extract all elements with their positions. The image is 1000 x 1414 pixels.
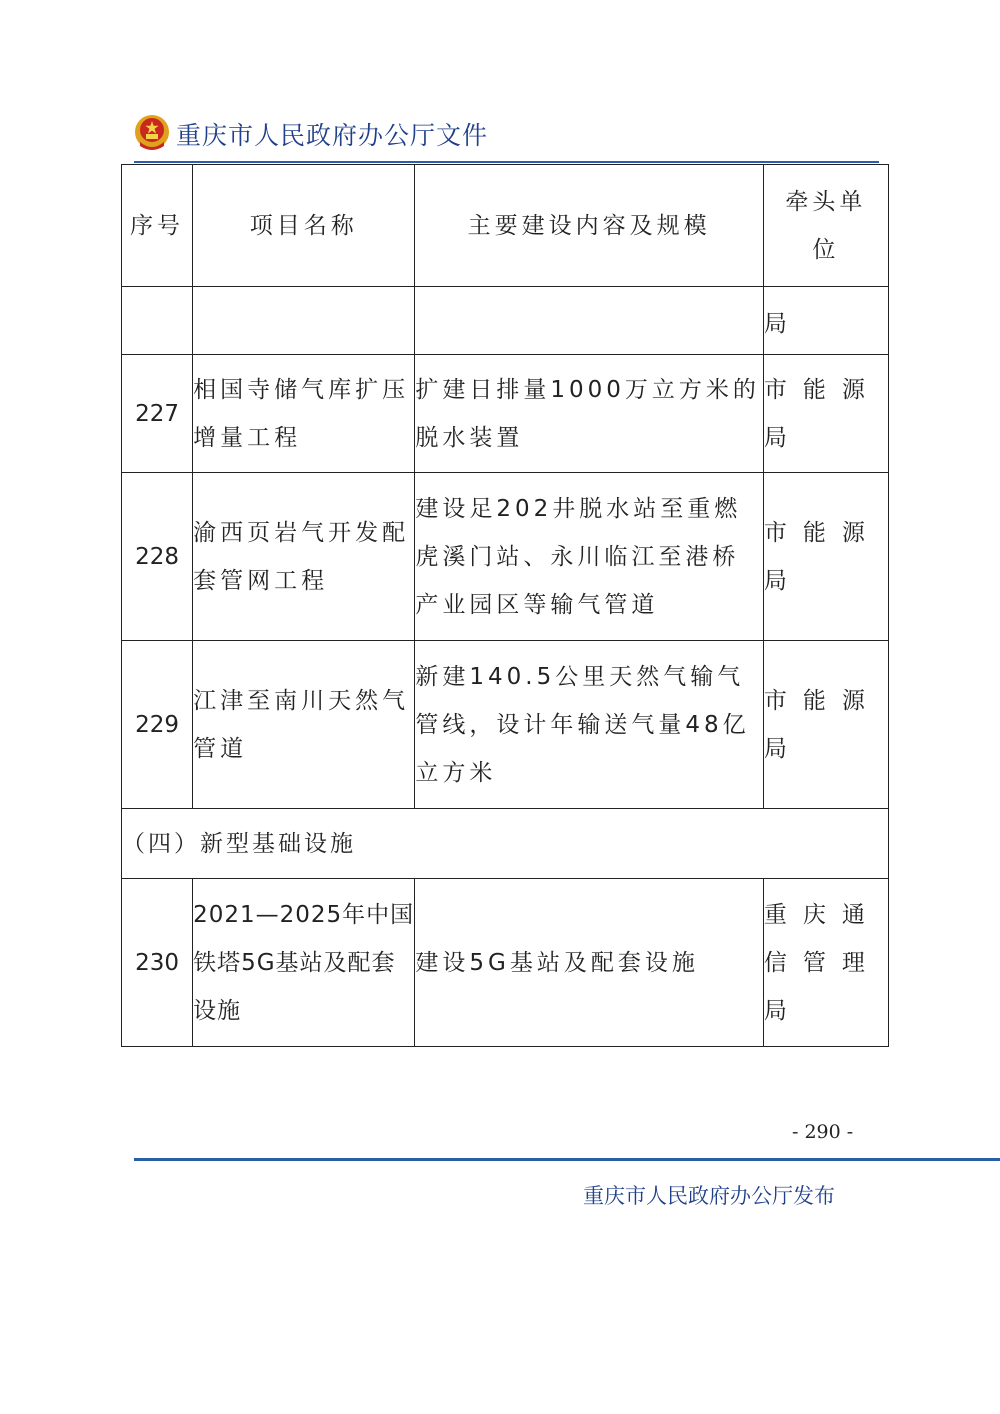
- project-content: 建设5G基站及配套设施: [415, 879, 763, 1047]
- column-header: 序号: [122, 165, 193, 287]
- project-name: 相国寺储气库扩压增量工程: [193, 355, 415, 473]
- footer-divider: [134, 1158, 1000, 1161]
- section-title: （四）新型基础设施: [122, 809, 889, 879]
- header-divider: [134, 161, 879, 163]
- unit-cell: 市能源局: [763, 473, 888, 641]
- project-content: 扩建日排量1000万立方米的脱水装置: [415, 355, 763, 473]
- header-title: 重庆市人民政府办公厅文件: [176, 121, 489, 150]
- page-number: - 290 -: [792, 1121, 854, 1143]
- column-header: 主要建设内容及规模: [415, 165, 763, 287]
- table-row: [122, 355, 889, 473]
- row-number: 227: [122, 355, 193, 473]
- project-content: 新建140.5公里天然气输气管线，设计年输送气量48亿立方米: [415, 641, 763, 809]
- national-emblem-icon: [134, 112, 170, 152]
- table-row: [122, 473, 889, 641]
- table-row: [122, 641, 889, 809]
- footer-publisher: 重庆市人民政府办公厅发布: [583, 1184, 835, 1208]
- row-number: 230: [122, 879, 193, 1047]
- unit-cell: 市能源局: [763, 641, 888, 809]
- project-content: 建设足202井脱水站至重燃虎溪门站、永川临江至港桥产业园区等输气管道: [415, 473, 763, 641]
- unit-cell: 市能源局: [763, 355, 888, 473]
- project-name: 江津至南川天然气管道: [193, 641, 415, 809]
- section-row: [122, 809, 889, 879]
- table-row: [122, 879, 889, 1047]
- column-header: 项目名称: [193, 165, 415, 287]
- table-row: [122, 287, 889, 355]
- document-header: [134, 108, 879, 158]
- unit-cell: 重庆通信管理局: [763, 879, 888, 1047]
- project-name: 渝西页岩气开发配套管网工程: [193, 473, 415, 641]
- project-name: 2021—2025年中国铁塔5G基站及配套设施: [193, 879, 415, 1047]
- unit-cell: 局: [763, 287, 888, 355]
- project-table: [121, 164, 889, 1047]
- row-number: 229: [122, 641, 193, 809]
- table-header-row: [122, 165, 889, 287]
- column-header: 牵头单位: [763, 165, 888, 287]
- row-number: 228: [122, 473, 193, 641]
